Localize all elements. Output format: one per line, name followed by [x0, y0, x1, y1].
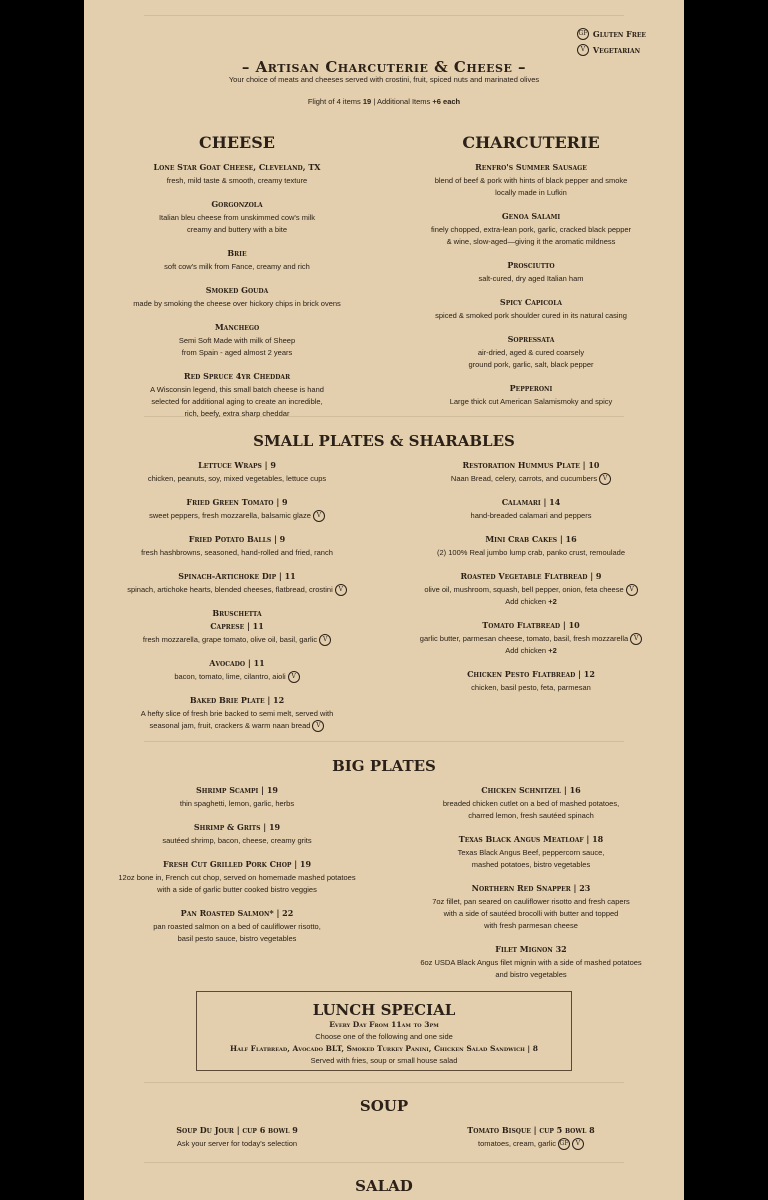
big-plates-left-list: [107, 785, 367, 945]
menu-item: [401, 571, 661, 608]
description-text: soft cow's milk from Fance, creamy and rich: [164, 262, 310, 271]
menu-item: [401, 620, 661, 657]
description-text: seasonal jam, fruit, crackers & warm naan bread: [149, 721, 311, 731]
item-name: Restoration Hummus Plate | 10: [462, 460, 600, 470]
vegetarian-icon: V: [288, 671, 300, 683]
description-text: 12oz bone in, French cut chop, served on homemade mashed potatoes: [118, 873, 356, 882]
artisan-title: – Artisan Charcuterie & Cheese –: [241, 58, 527, 76]
item-name: Tomato Bisque | cup 5 bowl 8: [467, 1125, 595, 1135]
item-description: [107, 408, 367, 420]
lunch-special-box: [196, 991, 572, 1071]
menu-item: [401, 785, 661, 822]
description-text: Italian bleu cheese from unskimmed cow's milk: [158, 213, 316, 222]
menu-item: [401, 297, 661, 322]
small-plates-left-list: [107, 460, 367, 732]
item-description: [107, 671, 367, 683]
add-on-price: +2: [548, 597, 557, 607]
item-description: [107, 1138, 367, 1150]
item-name: Pan Roasted Salmon* | 22: [180, 908, 294, 918]
description-text: from Spain - aged almost 2 years: [181, 348, 293, 357]
description-text: and bistro vegetables: [495, 970, 567, 979]
item-name: Renfro's Summer Sausage: [475, 162, 587, 172]
menu-item: [107, 1125, 367, 1150]
divider: [144, 1082, 624, 1083]
legend-item-gluten-free: [577, 28, 646, 40]
item-description: [107, 396, 367, 408]
menu-item: [107, 460, 367, 485]
item-description: [107, 835, 367, 847]
item-description: [107, 384, 367, 396]
description-text: Ask your server for today's selection: [176, 1139, 298, 1148]
description-text: blend of beef & pork with hints of black pepper and smoke: [434, 176, 628, 185]
description-text: finely chopped, extra-lean pork, garlic, cracked black pepper: [430, 225, 632, 234]
item-name: Avocado | 11: [209, 658, 265, 669]
item-name: Spinach-Artichoke Dip | 11: [178, 571, 296, 582]
big-plates-right-list: [401, 785, 661, 981]
item-description: [107, 720, 367, 732]
lunch-hours: Every Day From 11am to 3pm: [329, 1020, 439, 1029]
item-description: [401, 175, 661, 187]
description-text: thin spaghetti, lemon, garlic, herbs: [179, 799, 295, 808]
item-name: Tomato Flatbread | 10: [482, 620, 580, 631]
menu-item: [401, 334, 661, 371]
vegetarian-icon: V: [599, 473, 611, 485]
menu-item: [401, 944, 661, 981]
add-on-price: +2: [548, 646, 557, 656]
description-text: rich, beefy, extra sharp cheddar: [184, 409, 290, 418]
lunch-options: Half Flatbread, Avocado BLT, Smoked Turkey Panini, Chicken Salad Sandwich | 8: [230, 1044, 538, 1053]
add-on: [401, 596, 661, 608]
description-text: Large thick cut American Salamismoky and spicy: [449, 397, 613, 406]
item-description: [401, 359, 661, 371]
item-name: Fried Potato Balls | 9: [188, 534, 286, 545]
item-description: [107, 224, 367, 236]
menu-item: [107, 199, 367, 236]
item-name: Sopressata: [507, 334, 555, 344]
menu-item: [401, 460, 661, 485]
item-description: [107, 884, 367, 896]
item-description: [401, 396, 661, 408]
cheese-column: [107, 133, 367, 432]
menu-item: [401, 534, 661, 559]
item-description: [401, 473, 661, 485]
item-name: Mini Crab Cakes | 16: [485, 534, 577, 545]
vegetarian-icon: V: [312, 720, 324, 732]
item-description: [401, 310, 661, 322]
description-text: spiced & smoked pork shoulder cured in its natural casing: [435, 311, 627, 320]
soup-title: SOUP: [359, 1097, 409, 1115]
item-name: Fresh Cut Grilled Pork Chop | 19: [162, 859, 312, 869]
description-text: olive oil, mushroom, squash, bell pepper, onion, feta cheese: [424, 585, 624, 595]
item-description: [107, 261, 367, 273]
gluten-free-icon: GF: [558, 1138, 570, 1150]
item-description: [401, 187, 661, 199]
vegetarian-icon: V: [319, 634, 331, 646]
menu-item: [107, 571, 367, 596]
cheese-title: CHEESE: [199, 133, 275, 152]
description-text: & wine, slow-aged—giving it the aromatic mildness: [446, 237, 616, 246]
artisan-pricing: [84, 97, 684, 106]
add-on: [401, 645, 661, 657]
description-text: fresh mozzarella, grape tomato, olive oil, basil, garlic: [142, 635, 318, 645]
item-name: Chicken Pesto Flatbread | 12: [467, 669, 595, 680]
charcuterie-list: [401, 162, 661, 408]
description-text: A Wisconsin legend, this small batch cheese is hand: [150, 385, 324, 394]
description-text: ground pork, garlic, salt, black pepper: [468, 360, 594, 369]
description-text: chicken, peanuts, soy, mixed vegetables, lettuce cups: [147, 474, 327, 483]
item-description: [401, 957, 661, 969]
item-name: Fried Green Tomato | 9: [186, 497, 288, 507]
menu-item: [401, 260, 661, 285]
description-text: (2) 100% Real jumbo lump crab, panko crust, remoulade: [436, 548, 625, 558]
item-description: [107, 347, 367, 359]
separator: |: [373, 97, 376, 106]
description-text: air-dried, aged & cured coarsely: [477, 348, 585, 357]
item-name: Prosciutto: [507, 260, 555, 270]
big-plates-right: [401, 785, 661, 993]
item-description: [107, 510, 367, 522]
description-text: fresh, mild taste & smooth, creamy texture: [166, 176, 308, 185]
item-description: [401, 510, 661, 522]
vegetarian-icon: V: [572, 1138, 584, 1150]
legend-label: Gluten Free: [592, 29, 646, 39]
menu-item: [107, 497, 367, 522]
item-description: [107, 798, 367, 810]
add-on-text: Add chicken: [505, 597, 547, 607]
item-description: [401, 236, 661, 248]
item-name: Roasted Vegetable Flatbread | 9: [460, 571, 602, 582]
item-description: [107, 335, 367, 347]
menu-item: [401, 883, 661, 932]
item-description: [107, 584, 367, 596]
description-text: with fresh parmesan cheese: [484, 921, 578, 930]
item-name: Gorgonzola: [211, 199, 263, 209]
description-text: Semi Soft Made with milk of Sheep: [178, 336, 296, 345]
legend-label: Vegetarian: [592, 45, 641, 55]
item-description: [107, 547, 367, 559]
description-text: pan roasted salmon on a bed of cauliflower risotto,: [153, 922, 321, 931]
item-description: [401, 798, 661, 810]
item-description: [401, 847, 661, 859]
item-description: [401, 224, 661, 236]
flight-price: 19: [362, 97, 372, 106]
item-name: Northern Red Snapper | 23: [471, 883, 591, 893]
vegetarian-icon: V: [577, 44, 589, 56]
soup-right-list: [401, 1125, 661, 1150]
item-description: [401, 969, 661, 981]
description-text: tomatoes, cream, garlic: [478, 1139, 556, 1148]
menu-item: [107, 608, 367, 646]
item-description: [401, 682, 661, 694]
dietary-legend: [577, 28, 646, 60]
menu-item: [107, 908, 367, 945]
item-description: [401, 920, 661, 932]
artisan-subtitle: Your choice of meats and cheeses served with crostini, fruit, spiced nuts and marinated olives: [228, 75, 540, 84]
menu-item: [107, 371, 367, 420]
soup-right: [401, 1125, 661, 1162]
small-plates-title: SMALL PLATES & SHARABLES: [253, 432, 515, 450]
item-name: Caprese | 11: [210, 621, 264, 632]
item-description: [107, 175, 367, 187]
menu-item: [401, 669, 661, 694]
small-plates-right: [401, 460, 661, 706]
charcuterie-title: CHARCUTERIE: [462, 133, 600, 152]
menu-item: [401, 162, 661, 199]
divider: [144, 15, 624, 16]
description-text: garlic butter, parmesan cheese, tomato, basil, fresh mozzarella: [419, 634, 629, 644]
menu-item: [107, 785, 367, 810]
vegetarian-icon: V: [626, 584, 638, 596]
vegetarian-icon: V: [335, 584, 347, 596]
salad-title: SALAD: [355, 1177, 413, 1195]
soup-left-list: [107, 1125, 367, 1150]
item-name: Chicken Schnitzel | 16: [481, 785, 581, 795]
item-description: [107, 708, 367, 720]
divider: [144, 741, 624, 742]
item-name: Manchego: [214, 322, 260, 332]
vegetarian-icon: V: [313, 510, 325, 522]
item-name: Lettuce Wraps | 9: [198, 460, 276, 470]
menu-item: [107, 534, 367, 559]
menu-item: [401, 383, 661, 408]
item-description: [401, 896, 661, 908]
item-description: [401, 810, 661, 822]
item-description: [401, 547, 661, 559]
flight-text: Flight of 4 items: [307, 97, 361, 106]
item-description: [107, 634, 367, 646]
item-name: Red Spruce 4yr Cheddar: [183, 371, 291, 381]
item-name: Genoa Salami: [501, 211, 561, 221]
item-description: [107, 933, 367, 945]
divider: [144, 1162, 624, 1163]
description-text: with a side of sautéed brocolli with butter and topped: [443, 909, 619, 918]
item-name: Shrimp & Grits | 19: [193, 822, 281, 832]
description-text: charred lemon, fresh sautéed spinach: [468, 811, 594, 820]
description-text: breaded chicken cutlet on a bed of mashed potatoes,: [442, 799, 620, 808]
lunch-title: LUNCH SPECIAL: [312, 1001, 456, 1019]
menu-item: [107, 248, 367, 273]
divider: [144, 416, 624, 417]
item-description: [401, 908, 661, 920]
item-description: [401, 273, 661, 285]
description-text: Naan Bread, celery, carrots, and cucumbers: [450, 474, 598, 483]
description-text: sautéed shrimp, bacon, cheese, creamy grits: [162, 836, 312, 845]
legend-item-vegetarian: [577, 44, 646, 56]
menu-item: [107, 695, 367, 732]
item-description: [401, 584, 661, 596]
charcuterie-column: [401, 133, 661, 420]
menu-page: [84, 0, 684, 1200]
lunch-served: Served with fries, soup or small house salad: [310, 1056, 458, 1065]
big-plates-title: BIG PLATES: [332, 757, 436, 775]
item-group-name: Bruschetta: [212, 608, 262, 619]
description-text: bacon, tomato, lime, cilantro, aioli: [174, 672, 286, 682]
small-plates-right-list: [401, 460, 661, 694]
big-plates-left: [107, 785, 367, 957]
item-name: Spicy Capicola: [499, 297, 563, 307]
item-description: [107, 473, 367, 485]
description-text: chicken, basil pesto, feta, parmesan: [471, 683, 591, 693]
description-text: A hefty slice of fresh brie backed to semi melt, served with: [140, 709, 334, 719]
description-text: Texas Black Angus Beef, peppercorn sauce,: [457, 848, 605, 857]
additional-text: Additional Items: [376, 97, 431, 106]
menu-item: [107, 658, 367, 683]
description-text: made by smoking the cheese over hickory chips in brick ovens: [133, 299, 341, 308]
item-name: Smoked Gouda: [205, 285, 269, 295]
item-name: Filet Mignon 32: [495, 944, 567, 954]
description-text: 6oz USDA Black Angus filet mignin with a side of mashed potatoes: [420, 958, 642, 967]
add-on-text: Add chicken: [505, 646, 547, 656]
menu-item: [401, 834, 661, 871]
menu-item: [107, 859, 367, 896]
description-text: hand-breaded calamari and peppers: [470, 511, 592, 521]
item-description: [401, 347, 661, 359]
item-name: Lone Star Goat Cheese, Cleveland, TX: [153, 162, 321, 172]
menu-item: [107, 162, 367, 187]
description-text: with a side of garlic butter cooked bistro veggies: [157, 885, 317, 894]
description-text: spinach, artichoke hearts, blended cheeses, flatbread, crostini: [127, 585, 333, 595]
menu-item: [401, 211, 661, 248]
menu-item: [107, 822, 367, 847]
item-description: [107, 298, 367, 310]
item-description: [401, 633, 661, 645]
cheese-list: [107, 162, 367, 420]
item-name: Calamari | 14: [501, 497, 561, 508]
item-name: Brie: [227, 248, 247, 258]
menu-item: [107, 322, 367, 359]
menu-item: [401, 1125, 661, 1150]
item-description: [107, 921, 367, 933]
gluten-free-icon: GF: [577, 28, 589, 40]
item-description: [401, 859, 661, 871]
description-text: basil pesto sauce, bistro vegetables: [177, 934, 297, 943]
description-text: creamy and buttery with a bite: [186, 225, 288, 234]
item-description: [107, 872, 367, 884]
item-description: [401, 1138, 661, 1150]
lunch-choose: Choose one of the following and one side: [315, 1032, 453, 1041]
vegetarian-icon: V: [630, 633, 642, 645]
item-description: [107, 212, 367, 224]
menu-item: [107, 285, 367, 310]
description-text: sweet peppers, fresh mozzarella, balsamic glaze: [149, 511, 311, 520]
menu-item: [401, 497, 661, 522]
additional-price: +6 each: [432, 97, 461, 106]
description-text: mashed potatoes, bistro vegetables: [471, 860, 591, 869]
item-name: Shrimp Scampi | 19: [196, 785, 278, 795]
description-text: 7oz fillet, pan seared on cauliflower risotto and fresh capers: [432, 897, 630, 906]
item-name: Pepperoni: [509, 383, 553, 393]
description-text: salt-cured, dry aged Italian ham: [478, 274, 584, 283]
small-plates-left: [107, 460, 367, 744]
description-text: fresh hashbrowns, seasoned, hand-rolled and fried, ranch: [141, 548, 333, 558]
item-name: Baked Brie Plate | 12: [189, 695, 285, 706]
soup-left: [107, 1125, 367, 1162]
item-name: Soup Du Jour | cup 6 bowl 9: [176, 1125, 298, 1135]
item-name: Texas Black Angus Meatloaf | 18: [458, 834, 604, 844]
description-text: locally made in Lufkin: [495, 188, 567, 197]
description-text: selected for additional aging to create an incredible,: [151, 397, 323, 406]
